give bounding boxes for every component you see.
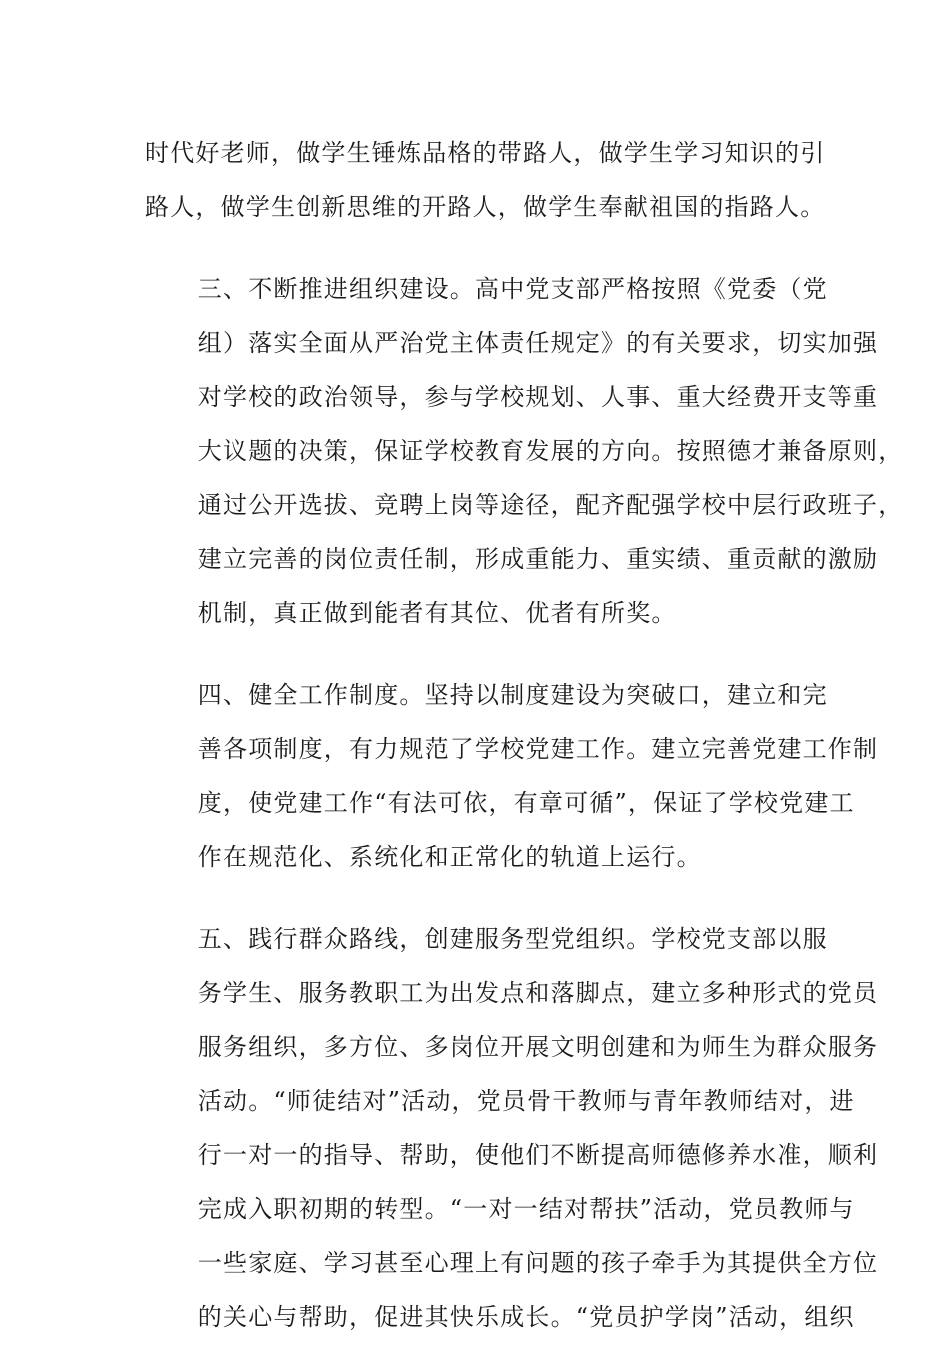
text-line: 机制，真正做到能者有其位、优者有所奖。 xyxy=(197,599,677,627)
text-line: 四、健全工作制度。坚持以制度建设为突破口，建立和完 xyxy=(197,681,828,709)
paragraph xyxy=(145,668,879,884)
text-line: 大议题的决策，保证学校教育发展的方向。按照德才兼备原则， xyxy=(197,437,904,465)
paragraph xyxy=(145,126,826,234)
document-body xyxy=(145,126,904,1372)
text-line: 五、践行群众路线，创建服务型党组织。学校党支部以服 xyxy=(197,925,828,953)
text-line: 三、不断推进组织建设。高中党支部严格按照《党委（党 xyxy=(197,275,828,303)
text-line: 时代好老师，做学生锤炼品格的带路人，做学生学习知识的引 xyxy=(145,139,826,167)
text-line: 行一对一的指导、帮助，使他们不断提高师德修养水准，顺利 xyxy=(197,1141,879,1169)
text-line: 一些家庭、学习甚至心理上有问题的孩子牵手为其提供全方位 xyxy=(197,1249,879,1277)
text-line: 务学生、服务教职工为出发点和落脚点，建立多种形式的党员 xyxy=(197,979,879,1007)
text-line: 的关心与帮助，促进其快乐成长。“党员护学岗”活动，组织 xyxy=(197,1303,855,1331)
text-line: 服务组织，多方位、多岗位开展文明创建和为师生为群众服务 xyxy=(197,1033,879,1061)
text-line: 善各项制度，有力规范了学校党建工作。建立完善党建工作制 xyxy=(197,735,879,763)
text-line: 建立完善的岗位责任制，形成重能力、重实绩、重贡献的激励 xyxy=(197,545,879,573)
text-line: 完成入职初期的转型。“一对一结对帮扶”活动，党员教师与 xyxy=(197,1195,855,1223)
paragraph xyxy=(145,912,879,1344)
text-line: 作在规范化、系统化和正常化的轨道上运行。 xyxy=(197,843,702,871)
paragraph xyxy=(145,262,904,640)
text-line: 度，使党建工作“有法可依，有章可循”，保证了学校党建工 xyxy=(197,789,855,817)
text-line: 路人，做学生创新思维的开路人，做学生奉献祖国的指路人。 xyxy=(145,193,826,221)
text-line: 通过公开选拔、竞聘上岗等途径，配齐配强学校中层行政班子， xyxy=(197,491,904,519)
text-line: 对学校的政治领导，参与学校规划、人事、重大经费开支等重 xyxy=(197,383,879,411)
text-line: 活动。“师徒结对”活动，党员骨干教师与青年教师结对，进 xyxy=(197,1087,855,1115)
text-line: 组）落实全面从严治党主体责任规定》的有关要求，切实加强 xyxy=(197,329,879,357)
